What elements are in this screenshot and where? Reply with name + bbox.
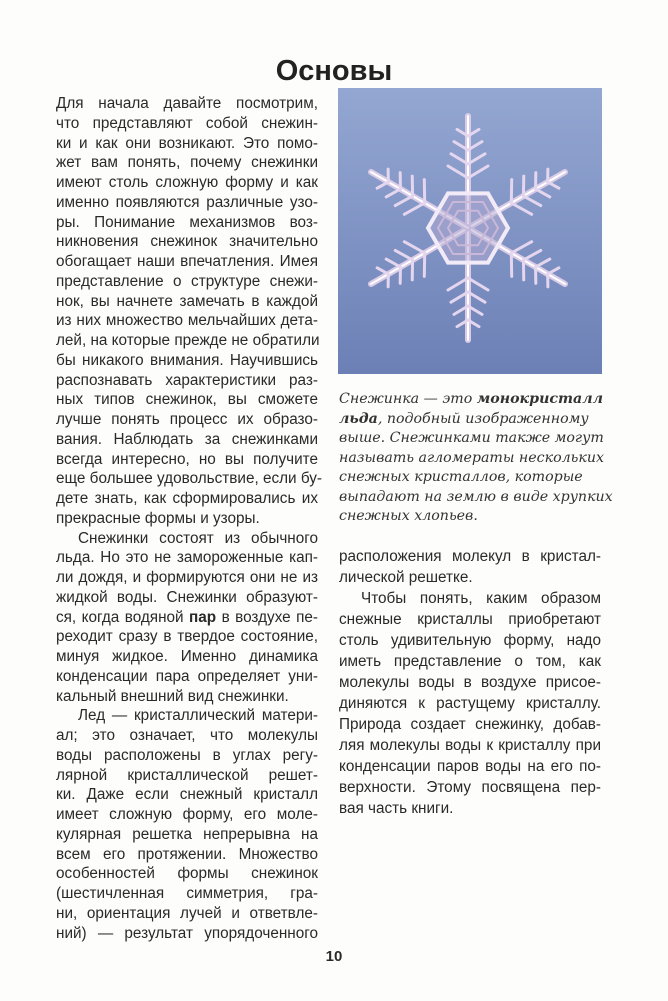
text-span: ли дождя, и формируются они не из bbox=[56, 569, 318, 586]
text-span: вания. Наблюдать за снежинками bbox=[56, 430, 318, 448]
text-line bbox=[56, 509, 318, 529]
text-line bbox=[56, 390, 318, 410]
text-span: распознавать характеристики раз- bbox=[56, 371, 318, 389]
text-span: снежных хлопьев. bbox=[339, 508, 478, 524]
text-line bbox=[339, 567, 601, 588]
text-line bbox=[339, 449, 604, 469]
text-span: лярной кристаллической решет- bbox=[56, 766, 318, 784]
text-line bbox=[56, 410, 318, 430]
text-span: расположения молекул в кристал- bbox=[339, 548, 601, 565]
text-span: выпадают на землю в виде хрупких bbox=[339, 488, 613, 505]
text-line bbox=[339, 777, 601, 798]
text-line bbox=[339, 630, 601, 651]
text-line bbox=[56, 608, 318, 628]
text-line bbox=[56, 904, 318, 924]
text-line bbox=[56, 193, 318, 213]
text-span: ни, ориентация лучей и ответвле- bbox=[56, 904, 318, 922]
text-span: снежные кристаллы приобретают bbox=[339, 611, 601, 628]
text-line bbox=[56, 213, 318, 233]
text-span: жет вам понять, почему снежинки bbox=[56, 154, 318, 172]
text-span: конденсации пара определяет уни- bbox=[56, 667, 318, 685]
text-line bbox=[339, 735, 601, 756]
text-line bbox=[56, 627, 318, 647]
bold-term: льда bbox=[339, 410, 378, 427]
text-line bbox=[56, 450, 318, 470]
text-span: иметь представление о том, как bbox=[339, 653, 601, 670]
bold-term: пар bbox=[189, 608, 217, 626]
text-span: именно появляются различные узо- bbox=[56, 193, 318, 211]
text-line bbox=[339, 488, 613, 508]
text-span: из них множество мельчайших дета- bbox=[56, 312, 318, 330]
text-span: , подобный изображенному bbox=[377, 410, 589, 427]
page-number: 10 bbox=[325, 948, 343, 965]
text-line bbox=[56, 924, 318, 944]
text-line bbox=[56, 272, 318, 292]
text-span: снежных кристаллов, которые bbox=[339, 469, 583, 485]
text-line bbox=[56, 726, 318, 746]
right-text-column bbox=[339, 546, 601, 819]
text-line bbox=[56, 232, 318, 252]
text-span: что представляют собой снежин- bbox=[56, 114, 318, 132]
photo-caption bbox=[339, 390, 613, 527]
bold-term: монокристалл bbox=[476, 391, 604, 407]
text-span: ры. Понимание механизмов воз- bbox=[56, 213, 318, 231]
text-line bbox=[56, 884, 318, 904]
text-span: имеет сложную форму, его моле- bbox=[56, 806, 318, 823]
text-line bbox=[56, 746, 318, 766]
text-line bbox=[56, 568, 318, 588]
text-span: молекулы воды в воздухе присое- bbox=[339, 674, 601, 691]
text-line bbox=[339, 756, 601, 777]
text-span: всем его протяжении. Множество bbox=[56, 845, 318, 863]
text-line bbox=[339, 468, 595, 488]
text-line bbox=[56, 114, 318, 134]
text-span: никновения снежинок значительно bbox=[56, 233, 318, 251]
text-line bbox=[339, 588, 601, 609]
text-span: прекрасные формы и узоры. bbox=[56, 509, 260, 527]
text-span: ки и как они возникают. Это помо- bbox=[56, 134, 318, 152]
text-span: в воздухе пе- bbox=[216, 608, 318, 626]
text-span: кулярная решетка непрерывна на bbox=[56, 825, 318, 843]
text-span: вая часть книги. bbox=[339, 800, 454, 817]
text-span: лучше понять процесс их образо- bbox=[56, 411, 318, 428]
text-line bbox=[56, 687, 318, 707]
text-line bbox=[56, 351, 318, 371]
text-span: диняются к растущему кристаллу. bbox=[339, 695, 601, 712]
text-span: Природа создает снежинку, добав- bbox=[339, 716, 601, 733]
text-span: верхности. Этому посвящена пер- bbox=[339, 779, 601, 796]
text-span: лей, на которые прежде не обратили bbox=[56, 332, 320, 349]
text-span: реходит сразу в твердое состояние, bbox=[56, 628, 318, 646]
text-span: кальный внешний вид снежинки. bbox=[56, 687, 289, 705]
text-line bbox=[56, 94, 318, 114]
text-span: представление о структуре снежи- bbox=[56, 272, 318, 290]
text-line bbox=[339, 714, 601, 735]
text-line bbox=[56, 588, 318, 608]
text-line bbox=[56, 153, 318, 173]
text-span: лической решетке. bbox=[339, 569, 473, 586]
text-line bbox=[56, 173, 318, 193]
text-span: Лед — кристаллический матери- bbox=[78, 707, 318, 725]
snowflake-center-hexagon bbox=[428, 193, 508, 262]
text-span: имеют столь сложную форму и как bbox=[56, 174, 318, 191]
text-span: дете знать, как сформировались их bbox=[56, 490, 318, 507]
text-line bbox=[56, 785, 318, 805]
left-text-column bbox=[56, 94, 323, 943]
text-span: нок, вы начнете замечать в каждой bbox=[56, 292, 318, 310]
text-line bbox=[339, 651, 601, 672]
text-line bbox=[56, 134, 318, 154]
text-span: еще большее удовольствие, если бу- bbox=[56, 470, 323, 488]
text-line bbox=[339, 693, 601, 714]
text-line bbox=[56, 529, 318, 549]
text-line bbox=[56, 311, 318, 331]
text-line bbox=[56, 647, 318, 667]
text-line bbox=[56, 371, 318, 391]
text-line bbox=[339, 507, 595, 527]
text-line bbox=[56, 548, 318, 568]
text-span: столь удивительную форму, надо bbox=[339, 632, 601, 649]
text-line bbox=[339, 429, 604, 449]
text-line bbox=[56, 252, 318, 272]
text-line bbox=[56, 766, 318, 786]
text-span: льда. Но это не замороженные кап- bbox=[56, 549, 318, 567]
text-span: ся, когда водяной bbox=[56, 608, 190, 626]
text-span: всегда интересно, но вы получите bbox=[56, 450, 318, 468]
text-line bbox=[339, 390, 604, 410]
text-span: ных типов снежинок, вы сможете bbox=[56, 391, 318, 409]
text-line bbox=[56, 864, 318, 884]
text-span: особенностей формы снежинок bbox=[56, 865, 318, 883]
text-span: Чтобы понять, каким образом bbox=[361, 590, 601, 607]
text-span: минуя жидкое. Именно динамика bbox=[56, 648, 318, 665]
text-span: выше. Снежинками также могут bbox=[339, 430, 604, 446]
text-line bbox=[56, 331, 318, 351]
text-line bbox=[56, 292, 318, 312]
text-span: Для начала давайте посмотрим, bbox=[56, 95, 318, 112]
text-line bbox=[56, 805, 318, 825]
text-span: ки. Даже если снежный кристалл bbox=[56, 786, 318, 804]
text-span: ний) — результат упорядоченного bbox=[56, 924, 318, 942]
text-line bbox=[339, 609, 601, 630]
text-line bbox=[56, 489, 318, 509]
text-line bbox=[339, 798, 601, 819]
text-span: жидкой воды. Снежинки образуют- bbox=[56, 588, 318, 606]
text-line bbox=[56, 430, 318, 450]
text-span: Снежинки состоят из обычного bbox=[78, 529, 318, 547]
text-line bbox=[56, 825, 318, 845]
text-span: обогащает наши впечатления. Имея bbox=[56, 253, 318, 270]
text-line bbox=[339, 410, 595, 430]
snowflake-photo bbox=[338, 88, 602, 374]
text-span: ляя молекулы воды к кристаллу при bbox=[339, 737, 601, 754]
text-line bbox=[56, 667, 318, 687]
text-span: бы никакого внимания. Научившись bbox=[56, 351, 318, 369]
text-span: воды расположены в углах регу- bbox=[56, 746, 318, 764]
text-span: конденсации паров воды на его по- bbox=[339, 758, 601, 775]
text-line bbox=[339, 546, 601, 567]
text-span: называть агломераты нескольких bbox=[339, 449, 604, 466]
text-span: ал; это означает, что молекулы bbox=[56, 727, 318, 744]
text-line bbox=[56, 706, 318, 726]
text-span: Снежинка — это bbox=[339, 391, 477, 407]
text-line bbox=[56, 469, 323, 489]
text-span: (шестичленная симметрия, гра- bbox=[56, 885, 318, 902]
page-title: Основы bbox=[275, 55, 393, 87]
text-line bbox=[339, 672, 601, 693]
text-line bbox=[56, 845, 318, 865]
